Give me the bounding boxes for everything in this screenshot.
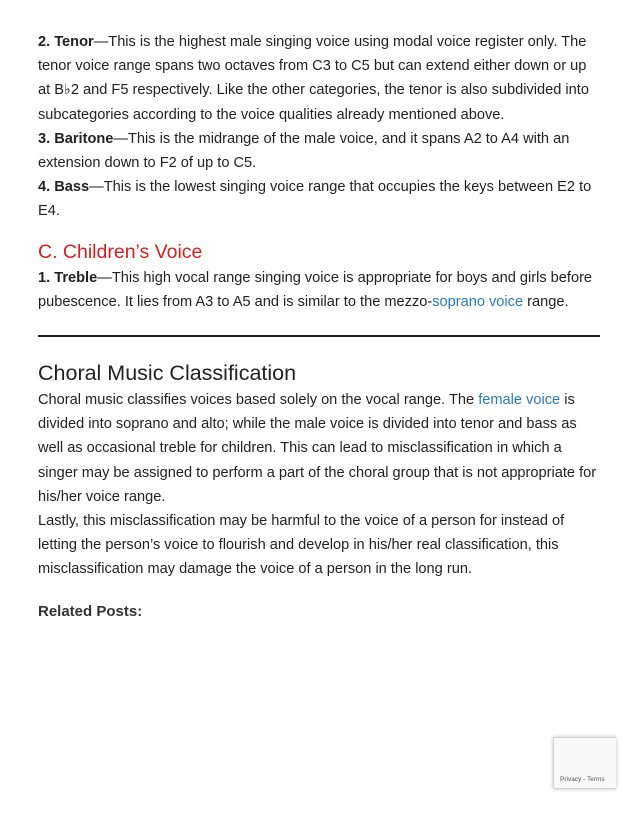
- tenor-label: 2. Tenor: [38, 34, 94, 50]
- treble-text-after: range.: [523, 293, 569, 310]
- baritone-paragraph: [38, 127, 600, 175]
- bass-text: —This is the lowest singing voice range that occupies the keys between E2 to E4.: [38, 179, 592, 220]
- treble-text-before: —This high vocal range singing voice is appropriate for boys and girls before pubescence. It lies from A3 to A5 and is similar to the mezzo-: [38, 269, 593, 310]
- choral-text-before: Choral music classifies voices based solely on the vocal range. The: [38, 392, 479, 409]
- choral-heading: Choral Music Classification: [38, 361, 297, 386]
- choral-paragraph-1: [38, 388, 600, 509]
- baritone-text: —This is the midrange of the male voice, and it spans A2 to A4 with an extension down to F2 of up to C5.: [38, 130, 570, 172]
- recaptcha-badge[interactable]: [553, 737, 616, 789]
- female-voice-link[interactable]: female voice: [478, 392, 561, 409]
- soprano-voice-link[interactable]: soprano voice: [432, 293, 524, 310]
- treble-paragraph: [38, 266, 600, 314]
- choral-text-after: is divided into soprano and alto; while the male voice is divided into tenor and bass as well as occasional treble for children. This can lead to misclassification in which a singer may be assigned to perform a part of the choral group that is not appropriate for his/her voice range.: [38, 392, 597, 505]
- section-divider: [38, 335, 600, 337]
- recaptcha-privacy-terms[interactable]: Privacy - Terms: [560, 776, 605, 783]
- childrens-voice-heading: C. Children’s Voice: [38, 240, 203, 263]
- tenor-text: —This is the highest male singing voice using modal voice register only. The tenor voice range spans two octaves from C3 to C5 but can extend either down or up at B♭2 and F5 respectively. Like the other categories, the tenor is also subdivided into subcategories according to the voice qualities already mentioned above.: [38, 34, 589, 123]
- article-content: [38, 30, 600, 624]
- bass-label: 4. Bass: [38, 179, 90, 196]
- related-posts-heading: Related Posts:: [38, 602, 143, 620]
- choral-paragraph-2: Lastly, this misclassification may be harmful to the voice of a person for instead of letting the person’s voice to flourish and develop in his/her real classification, this misclassification may damage the voice of a person in the long run.: [38, 513, 565, 578]
- treble-label: 1. Treble: [38, 269, 98, 286]
- baritone-label: 3. Baritone: [38, 130, 114, 147]
- tenor-paragraph: [38, 30, 600, 127]
- bass-paragraph: [38, 175, 600, 223]
